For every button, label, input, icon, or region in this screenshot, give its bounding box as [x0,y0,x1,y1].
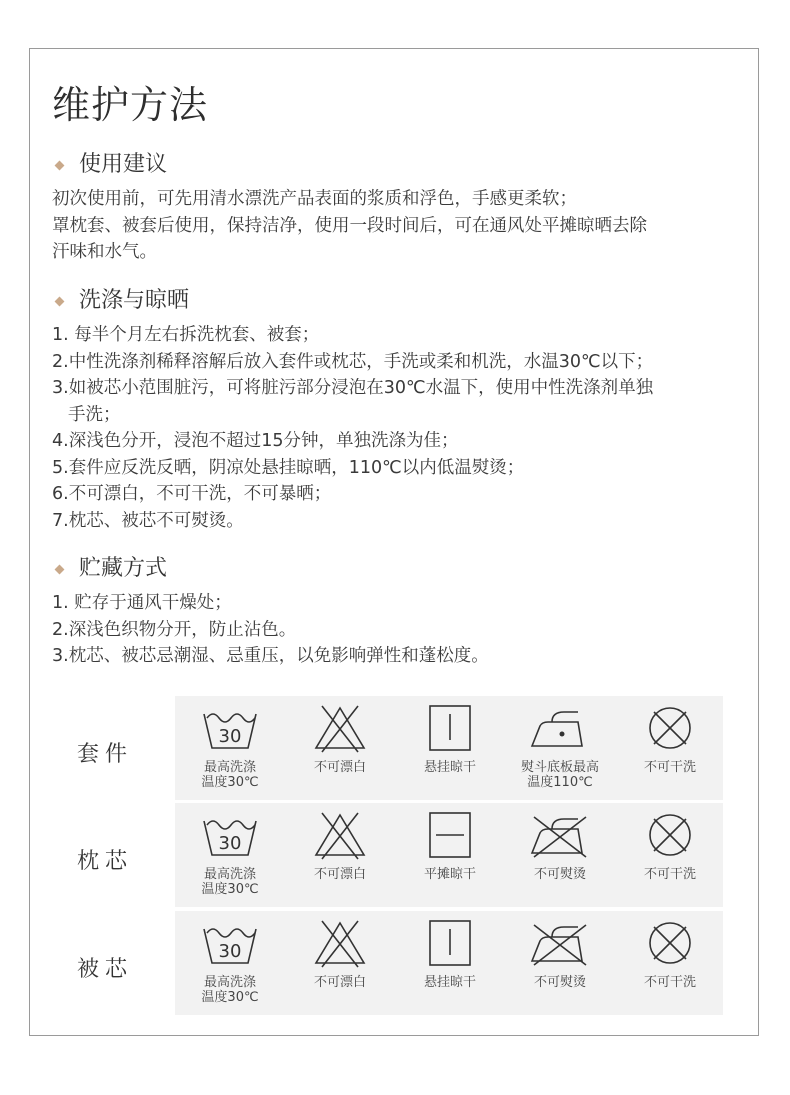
care-symbol-caption [175,760,285,790]
care-symbol-cell [285,696,395,800]
caption-line: 最高洗涤 [203,975,256,990]
caption-line: 温度110℃ [527,775,593,790]
washing-list [52,322,653,534]
line-dry-icon [420,704,480,754]
care-row [175,911,723,1015]
care-symbol-cell [175,803,285,907]
wash-30-icon [200,919,260,969]
text-line: 汗味和水气。 [52,242,157,262]
section-heading-label: 洗涤与晾晒 [79,288,190,313]
iron-110-icon [530,704,590,754]
care-symbol-caption [395,867,505,882]
wash-temperature-label: 30 [218,941,242,962]
no-dry-clean-icon [640,811,700,861]
caption-line: 不可漂白 [313,975,366,990]
care-symbol-caption [395,760,505,775]
list-item: 1. 贮存于通风干燥处； [52,593,232,613]
list-item: 5.套件应反洗反晒，阴凉处悬挂晾晒，110℃以内低温熨烫； [52,457,525,478]
care-row-label: 被芯 [76,957,133,982]
care-symbol-caption [505,760,615,790]
no-iron-icon [530,811,590,861]
care-symbol-caption [505,975,615,990]
caption-line: 不可熨烫 [533,867,586,882]
section-heading-usage [52,150,167,180]
no-dry-clean-icon [640,704,700,754]
list-item: 2.中性洗涤剂稀释溶解后放入套件或枕芯，手洗或柔和机洗，水温30℃以下； [52,351,654,372]
list-item: 4.深浅色分开，浸泡不超过15分钟，单独洗涤为佳； [52,431,459,451]
list-item: 3.枕芯、被芯忌潮湿、忌重压，以免影响弹性和蓬松度。 [52,646,489,666]
caption-line: 温度30℃ [201,882,259,897]
caption-line: 不可漂白 [313,867,366,882]
caption-line: 不可干洗 [643,975,696,990]
care-symbol-caption [175,975,285,1005]
wash-temperature-label: 30 [218,726,242,747]
care-symbol-caption [395,975,505,990]
wash-30-icon [200,811,260,861]
section-heading-label: 贮藏方式 [79,556,168,581]
care-symbol-caption [615,975,725,990]
care-symbol-cell [615,803,725,907]
care-symbol-caption [285,867,395,882]
care-symbol-cell [175,911,285,1015]
section-heading-storage [52,554,167,584]
wash-temperature-label: 30 [218,833,242,854]
list-item: 1. 每半个月左右拆洗枕套、被套； [52,325,320,345]
caption-line: 温度30℃ [201,990,259,1005]
list-item: 6.不可漂白，不可干洗，不可暴晒； [52,484,332,504]
diamond-bullet-icon [55,564,65,574]
list-item-continuation: 手洗； [68,404,121,425]
care-symbol-cell [175,696,285,800]
list-item: 7.枕芯、被芯不可熨烫。 [52,510,244,531]
care-symbol-caption [285,760,395,775]
care-symbol-cell [395,803,505,907]
text-line: 罩枕套、被套后使用，保持洁净，使用一段时间后，可在通风处平摊晾晒去除 [52,215,647,236]
care-symbol-cell [505,911,615,1015]
care-symbol-cell [505,696,615,800]
flat-dry-icon [420,811,480,861]
care-row [175,803,723,907]
list-item: 2.深浅色织物分开，防止沾色。 [52,619,297,640]
care-symbol-cell [395,911,505,1015]
section-heading-label: 使用建议 [79,152,168,177]
usage-paragraph [52,186,647,266]
text-line: 初次使用前，可先用清水漂洗产品表面的浆质和浮色，手感更柔软； [52,189,577,209]
care-symbol-cell [505,803,615,907]
care-symbol-caption [505,867,615,882]
care-row-label: 套件 [76,742,133,767]
care-symbol-cell [395,696,505,800]
no-bleach-icon [310,919,370,969]
page-title: 维护方法 [52,83,209,127]
caption-line: 悬挂晾干 [423,975,476,990]
no-dry-clean-icon [640,919,700,969]
storage-list [52,590,489,670]
caption-line: 悬挂晾干 [423,760,476,775]
care-symbol-caption [615,760,725,775]
caption-line: 不可漂白 [313,760,366,775]
care-row-label: 枕芯 [76,849,133,874]
caption-line: 平摊晾干 [423,867,476,882]
section-heading-washing [52,286,189,316]
caption-line: 最高洗涤 [203,760,256,775]
wash-30-icon [200,704,260,754]
caption-line: 熨斗底板最高 [520,760,599,775]
caption-line: 不可熨烫 [533,975,586,990]
care-row [175,696,723,800]
caption-line: 不可干洗 [643,867,696,882]
care-symbol-cell [615,696,725,800]
care-symbol-caption [615,867,725,882]
no-bleach-icon [310,704,370,754]
care-symbol-caption [175,867,285,897]
diamond-bullet-icon [55,160,65,170]
care-symbol-cell [615,911,725,1015]
care-symbol-cell [285,803,395,907]
caption-line: 温度30℃ [201,775,259,790]
care-symbol-caption [285,975,395,990]
caption-line: 最高洗涤 [203,867,256,882]
diamond-bullet-icon [55,296,65,306]
line-dry-icon [420,919,480,969]
list-item: 3.如被芯小范围脏污，可将脏污部分浸泡在30℃水温下，使用中性洗涤剂单独 [52,378,654,398]
care-symbol-cell [285,911,395,1015]
no-iron-icon [530,919,590,969]
caption-line: 不可干洗 [643,760,696,775]
no-bleach-icon [310,811,370,861]
